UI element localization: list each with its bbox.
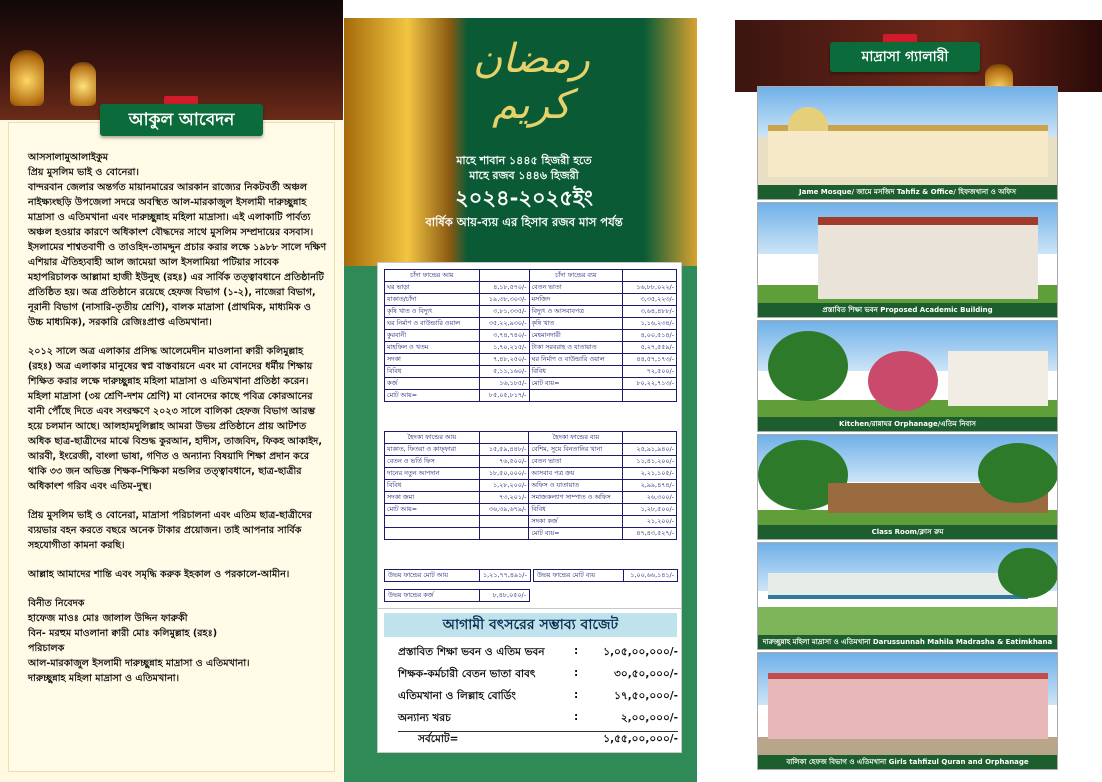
item-cell: দানের নতুন আপদান [385,468,480,480]
amount-cell: ৩,৬৪,৪৮৮/- [623,306,677,318]
item-cell: বেতন ও ভর্তি ফিস [385,456,480,468]
budget-item-value: ৩০,৫০,০০০/- [614,668,678,680]
total-income-label: উভয় ফান্ডের মোট আয় [385,570,480,582]
appeal-letter [28,150,328,686]
year-title: ২০২৪-২০২৫ইং [455,186,593,210]
table-header-cell [479,270,529,282]
item-cell: অফিস ও যাতায়াত [529,480,623,492]
item-cell: কৃষি খাত [529,318,623,330]
item-cell: কুরবানী [385,330,480,342]
item-cell: মোট আয়= [385,390,480,402]
budget-total-row [398,731,678,749]
signature-line: পরিচালক [28,643,65,654]
amount-cell: ৫,১১,১৬০/- [479,366,529,378]
budget-item-label: এতিমখানা ও লিল্লাহ বোর্ডিং [398,690,516,702]
item-cell: মোট ব্যয়= [529,378,623,390]
lantern-icon [70,62,96,106]
budget-title: আগামী বৎসরের সম্ভাব্য বাজেট [384,613,677,637]
table-header-cell [479,432,529,444]
total-income-value: ১,২১,৭৭,৪৯১/- [480,570,531,582]
budget-row [398,645,678,663]
item-cell: আসবাব পত্র ক্রয় [529,468,623,480]
item-cell: যাকাত/চাঁদা [385,294,480,306]
total-expense-row [533,569,678,582]
amount-cell: ১৬,৮৮,০২২/- [623,282,677,294]
gallery-photo-mosque [757,86,1058,200]
building-image [768,125,1048,177]
budget-total-value: ১,৫৫,০০,০০০/- [603,733,678,745]
lantern-icon [10,50,44,106]
signature-line: আল-মারকাজুল ইসলামী দারুচ্ছুন্নাহ মাদ্রাসা ও এতিমখানা। [28,658,250,669]
amount-cell: ৩৬,৩৯,৬৭৯/- [479,504,529,516]
photo-caption: Class Room/ক্লাস রুম [758,525,1057,539]
amount-cell: ৭৬,৫০০/- [479,456,529,468]
item-cell: কর্জ [385,378,480,390]
table-row [385,330,677,342]
table-row [385,504,677,516]
amount-cell: ৩,৮১,৩৩৫/- [479,306,529,318]
table-header-cell: চাঁদা ফান্ডের ব্যয় [529,270,623,282]
amount-cell: ১৯,৩৮,৩০৩/- [479,294,529,306]
table-header-cell: চাঁদা ফান্ডের আয় [385,270,480,282]
item-cell: বিবিধ [385,366,480,378]
budget-item-value: ১,০৫,০০,০০০/- [603,646,678,658]
amount-cell [623,390,677,402]
table-header-row [385,270,677,282]
table-row [385,444,677,456]
gallery-photo-classroom [757,434,1058,540]
item-cell [385,528,480,540]
table-row [385,468,677,480]
budget-item-label: প্রস্তাবিত শিক্ষা ভবন ও এতিম ভবন [398,646,545,658]
amount-cell: ২৫,৯১,৯৪০/- [623,444,677,456]
gallery-title: মাদ্রাসা গ্যালারী [830,42,980,72]
accounts-card [377,262,682,610]
gallery-photo-mahila-madrasa [757,542,1058,650]
appeal-paragraph: প্রিয় মুসলিম ভাই ও বোনেরা, মাদ্রাসা পরিচালনা এবং এতিম ছাত্র-ছাত্রীদের ব্যয়ভার বহন করতে বছরে অনেক টাকার প্রয়োজন। তাই আপনার সার্বিক সহযোগীতা কামনা করছি। [28,510,312,551]
table-header-cell: হৈদকা ফান্ডের ব্যয় [529,432,623,444]
amount-cell: ৩,৭৪,৭৪০/- [479,330,529,342]
sadaqah-fund-table [384,431,677,540]
budget-item-value: ২,০০,০০০/- [620,712,678,724]
photo-caption: Kitchen/রান্নাঘর Orphanage/এতিম নিবাস [758,417,1057,431]
item-cell: মাহফিল ও খতম [385,342,480,354]
amount-cell: ১৬,১৮৫/- [479,378,529,390]
budget-item-colon: : [574,645,579,657]
budget-item-colon: : [574,689,579,701]
table-header-cell [623,270,677,282]
item-cell: যাকাত, ফিতরা ও কাফ্ফারা [385,444,480,456]
signature-line: দারুচ্ছুন্নাহ মহিলা মাদ্রাসা ও এতিমখানা। [28,673,180,684]
item-cell [529,390,623,402]
item-cell: ঘর নির্মাণ ও বাউন্ডারি ওয়াল [385,318,480,330]
amount-cell: ৪,০০,৫১৪/- [623,330,677,342]
item-cell: বিবিধ [529,366,623,378]
donation-fund-table [384,269,677,402]
item-cell: বেতন ভাতা [529,282,623,294]
item-cell: সদকা জমা [385,492,480,504]
period-info [399,153,649,231]
table-row [385,480,677,492]
item-cell: মোট আয়= [385,504,480,516]
ramadan-banner [344,18,697,266]
item-cell: টাকা সরবরাহ ও যাতায়াত [529,342,623,354]
amount-cell: ১৮,৫০,০০০/- [479,468,529,480]
amount-cell [479,516,529,528]
table-row [385,528,677,540]
budget-row [398,711,678,729]
item-cell: মেহমানদারী [529,330,623,342]
amount-cell: ২৬,৩০০/- [623,492,677,504]
left-panel [0,0,343,782]
budget-row [398,689,678,707]
total-expense-value: ১,০০,৬৬,১৪১/- [624,570,678,582]
center-panel [344,18,697,782]
table-row [385,354,677,366]
date-line-1: মাহে শাবান ১৪৪৫ হিজরী হতে [456,154,592,167]
table-header-cell: হৈদকা ফান্ডের আয় [385,432,480,444]
table-row [385,318,677,330]
amount-cell: ৮৫,০৫,৮১৭/- [479,390,529,402]
table-row [385,342,677,354]
photo-caption: প্রস্তাবিত শিক্ষা ভবন Proposed Academic Building [758,303,1057,317]
photo-caption: দারুচ্ছুন্নাহ মহিলা মাদ্রাসা ও এতিমখানা Darussunnah Mahila Madrasha & Eatimkhana [758,635,1057,649]
amount-cell: ৪৭,৪৩,৫২৭/- [623,528,677,540]
item-cell: ঘর নির্মাণ ও বাউন্ডারি ওয়াল [529,354,623,366]
amount-cell [479,528,529,540]
table-row [385,492,677,504]
appeal-paragraph: বান্দরবান জেলার অন্তর্গত মায়ানমারের আরকান রাজ্যের নিকটবর্তী অঞ্চল নাইক্ষ্যংছড়ি উপজেলা সদরে অবস্থিত আল-মারকাজুল ইসলামী দারুচ্ছুন্নাহ মাদ্রাসা ও এতিমখানা এবং দারুচ্ছুন্নাহ মহিলা মাদ্রাসা। এই এলাকাটি পার্বত্য অঞ্চল হওয়ার কারণে অধিকাংশ বৌদ্ধদের সাথে মুসলিম সম্প্রদায়ের বসবাস। ইসলামের শাশ্বতবাণী ও তাওহিদ-তামদ্দুন প্রচার করার লক্ষে ১৯৮৮ সালে দক্ষিণ এশিয়ার ঐতিহ্যবাহী আল জামেয়া আল ইসলামিয়া পটিয়ার সাবেক মহাপরিচালক আল্লামা হাজী ইউনুছ (রহঃ) এর সার্বিক তত্ত্বাবধানে প্রতিষ্ঠানটি প্রতিষ্ঠিত হয়। অত্র প্রতিষ্ঠানে রয়েছে হেফজ বিভাগ (১-২), নাজেরা বিভাগ, নূরানী বিভাগ (নাসারি-তৃতীয় শ্রেণি), বালক মাদ্রাসা (প্রাথমিক, মাধ্যমিক ও উচ্চ মাধ্যমিক), সরকারি রেজিঃপ্রাপ্ত এতিমখানা। [28,182,327,328]
gallery-photo-kitchen [757,320,1058,432]
item-cell: বেশিম, সুয়ে বিনতানির খানা [529,444,623,456]
signature-line: বিন- মরহুম মাওলানা ক্বারী মোঃ কলিমুল্লাহ (রহঃ) [28,628,218,639]
amount-cell: ২১,২০০/- [623,516,677,528]
table-row [385,456,677,468]
photo-caption: বালিকা হেফজ বিভাগ ও এতিমখানা Girls tahfizul Quran and Orphanage [758,755,1057,769]
item-cell: বিবিধ [385,480,480,492]
right-panel [735,0,1102,782]
amount-cell: ৩৫,২২,৯৩০/- [479,318,529,330]
debt-label: উভয় ফান্ডের কর্জ [385,590,480,602]
table-row [385,378,677,390]
budget-item-label: শিক্ষক-কর্মচারী বেতন ভাতা বাবৎ [398,668,536,680]
item-cell: বিদ্যুৎ ও আসবাবপত্র [529,306,623,318]
table-header-row [385,432,677,444]
table-row [385,282,677,294]
amount-cell: ৩,৩৫,২২৩/- [623,294,677,306]
amount-cell: ৮০,২২,৭১৩/- [623,378,677,390]
table-row [385,366,677,378]
building-image [768,673,1048,739]
budget-total-label: সর্বমোট= [418,733,459,745]
ramadan-calligraphy: رمضان كريم [473,36,590,128]
budget-item-value: ১৭,৫০,০০০/- [614,690,678,702]
accounts-subtitle: বার্ষিক আয়-ব্যয় এর হিসাব রজব মাস পর্যন্ত [425,215,623,229]
gallery-photo-girls-tahfiz [757,652,1058,770]
amount-cell: ১৫,৫৯,৪৪৮/- [479,444,529,456]
amount-cell: ১,৭০,২১৫/- [479,342,529,354]
amount-cell: ৫,২৭,৫৫৯/- [623,342,677,354]
table-row [385,390,677,402]
item-cell: বিবিধ [529,504,623,516]
amount-cell: ১,২৮,৫০০/- [623,504,677,516]
amount-cell: ৭২,৫০০/- [623,366,677,378]
signature-line: বিনীত নিবেদক [28,598,85,609]
item-cell: কৃষি খাত ও বিদ্যুৎ [385,306,480,318]
salutation: প্রিয় মুসলিম ভাই ও বোনেরা। [28,167,139,178]
item-cell [385,516,480,528]
item-cell: বেতন ভাতা [529,456,623,468]
building-image [768,573,1028,599]
table-row [385,516,677,528]
item-cell: সদকা কর্জ [529,516,623,528]
item-cell: ঘর ভাড়া [385,282,480,294]
budget-item-colon: : [574,711,579,723]
amount-cell: ৪৪,৫৭,১৭৩/- [623,354,677,366]
appeal-title: আকুল আবেদন [100,104,263,136]
total-expense-label: উভয় ফান্ডের মোট ব্যয় [534,570,624,582]
item-cell: সদকা [385,354,480,366]
appeal-paragraph: ২০১২ সালে অত্র এলাকার প্রসিদ্ধ আলেমেদীন মাওলানা ক্বারী কলিমুল্লাহ (রহঃ) অত্র এলাকার মানুষের স্বপ্ন বাস্তবায়নে এবং মা বোনদের ধর্মীয় শিক্ষায় শিক্ষিত করার লক্ষে দারুচ্ছুন্নাহ মহিলা মাদ্রাসা ও এতিমখানা প্রতিষ্ঠা করেন। মহিলা মাদ্রাসা (৩য় শ্রেণি-দশম শ্রেণি) মা বোনদের কাছে পবিত্র কোরআনের বানী পৌঁছে দিতে এবং সংরক্ষণে ২০২৩ সালে বালিকা হেফজ বিভাগ আরম্ভ হয়ে চলমান আছে। আলহামদুলিল্লাহ আমরা উভয় প্রতিষ্ঠানে প্রায় আটশত অধিক ছাত্র-ছাত্রীদের মাঝে বিশুদ্ধ কুরআন, হাদীস, তাজবিদ, ফিকহ আকাইদ, আরবী, ইংরেজী, বাংলা ভাষা, গণিত ও অন্যান্য বিষয়াদি শিক্ষা প্রদান করে থাকি ৩৩ জন অভিজ্ঞ শিক্ষক-শিক্ষিকা মন্ডলির তত্ত্বাবধানে, ছাত্র-ছাত্রীর অধিকাংশ গরিব এবং এতিম-দুস্থ। [28,346,322,492]
budget-item-label: অন্যান্য খরচ [398,712,451,724]
gallery-photo-academic-building [757,202,1058,318]
amount-cell: ৭,৪৮,২৫০/- [479,354,529,366]
amount-cell: ২,৯৯,৪৭৪/- [623,480,677,492]
amount-cell: ১,১৬,২৩৪/- [623,318,677,330]
amount-cell: ১,২৮,২০০/- [479,480,529,492]
budget-row [398,667,678,685]
item-cell: মসজিদ [529,294,623,306]
date-line-2: মাহে রজব ১৪৪৬ হিজরী [469,169,579,182]
total-income-row [384,569,531,582]
table-row [385,294,677,306]
table-row [385,306,677,318]
photo-caption: Jame Mosque/ জামে মসজিদ Tahfiz & Office/ হিফজখানা ও অফিস [758,185,1057,199]
appeal-paragraph: আল্লাহ আমাদের শান্তি এবং সমৃদ্ধি করুক ইহকাল ও পরকালে-আমীন। [28,569,290,580]
amount-cell: ৪,১৮,৫৭০/- [479,282,529,294]
building-image [818,217,1038,299]
budget-card [377,608,682,753]
budget-item-colon: : [574,667,579,679]
building-image [948,351,1048,406]
debt-value: ৮,৪৮,০৫০/- [480,590,530,602]
item-cell: মোট ব্যয়= [529,528,623,540]
table-header-cell [623,432,677,444]
amount-cell: ৭৩,২০১/- [479,492,529,504]
signature-line: হাফেজ মাওঃ মোঃ জালাল উদ্দিন ফারুকী [28,613,188,624]
debt-row [384,589,530,602]
amount-cell: ১১,৪১,২০০/- [623,456,677,468]
item-cell: সমাজকল্যাণ সাম্পাত ও অফিস [529,492,623,504]
greeting: আসসালামুআলাইকুম [28,152,109,163]
amount-cell: ২,২১,১০৫/- [623,468,677,480]
